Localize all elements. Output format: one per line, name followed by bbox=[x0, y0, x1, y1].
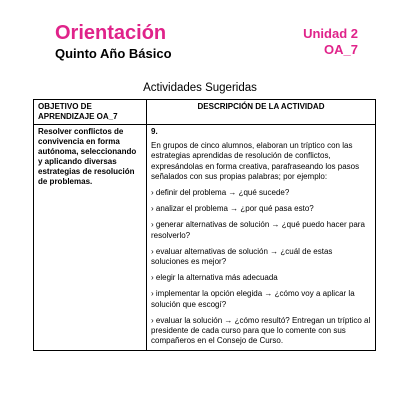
section-title: Actividades Sugeridas bbox=[143, 82, 257, 94]
unit-label: Unidad 2 bbox=[303, 26, 358, 41]
activity-intro: En grupos de cinco alumnos, elaboran un tríptico con las estrategias aprendidas de resolución de conflictos, expresándolas en forma creativa, parafraseando los pasos señalados con sus propias palabras; por ejemplo: bbox=[151, 141, 360, 181]
subject-title: Orientación bbox=[55, 22, 167, 44]
activity-table bbox=[33, 99, 376, 351]
activity-step: › definir del problema → ¿qué sucede? bbox=[151, 188, 290, 198]
activity-step: › implementar la opción elegida → ¿cómo voy a aplicar la solución que escogí? bbox=[151, 289, 355, 309]
document-header-right bbox=[303, 26, 358, 58]
activity-step: › evaluar la solución → ¿cómo resultó? Entregan un tríptico al presidente de cada curso para que lo comente con sus compañeros en el Consejo de Curso. bbox=[151, 315, 371, 346]
objective-column-header: OBJETIVO DE APRENDIZAJE OA_7 bbox=[34, 100, 147, 125]
description-cell bbox=[147, 125, 376, 351]
objective-code: OA_7 bbox=[324, 42, 358, 57]
description-column-header: DESCRIPCIÓN DE LA ACTIVIDAD bbox=[147, 100, 376, 125]
activity-step: › evaluar alternativas de solución → ¿cuál de estas soluciones es mejor? bbox=[151, 246, 333, 267]
table-header-row bbox=[34, 100, 376, 125]
activity-step: › generar alternativas de solución → ¿qué puedo hacer para resolverlo? bbox=[151, 220, 365, 240]
objective-text: Resolver conflictos de convivencia en forma autónoma, seleccionando y aplicando diversas estrategias de resolución de problemas. bbox=[34, 125, 147, 351]
grade-label: Quinto Año Básico bbox=[55, 46, 172, 61]
document-header-left bbox=[55, 22, 172, 62]
activity-step: › analizar el problema → ¿por qué pasa esto? bbox=[151, 204, 314, 214]
table-row bbox=[34, 125, 376, 351]
activity-step: › elegir la alternativa más adecuada bbox=[151, 273, 278, 283]
activity-number: 9. bbox=[151, 127, 158, 136]
